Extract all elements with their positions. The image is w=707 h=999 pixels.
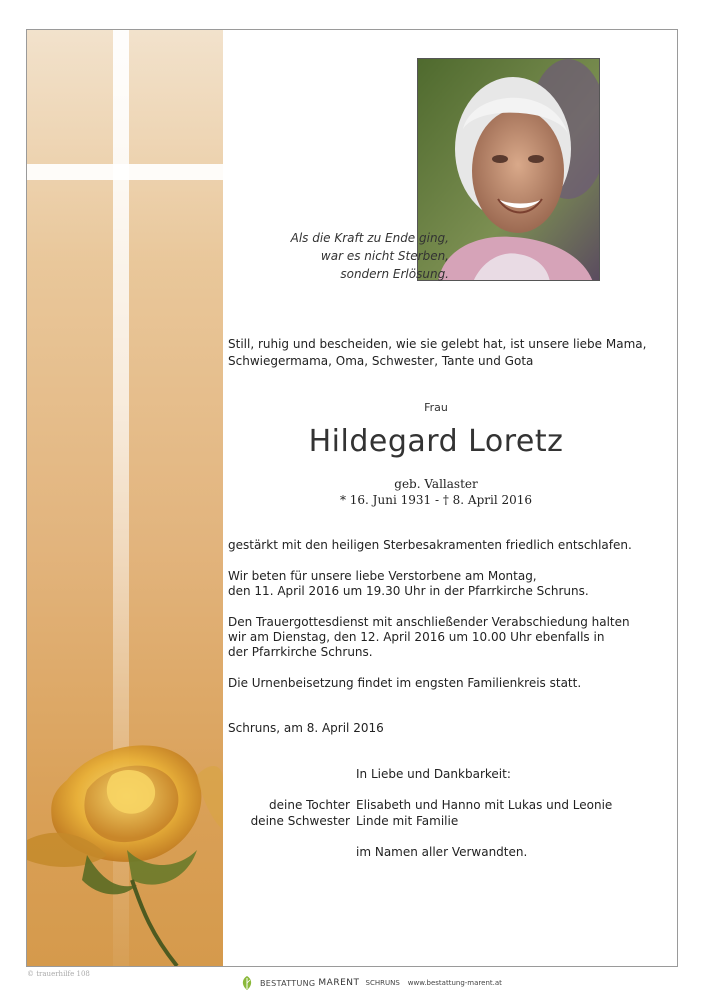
signature-closing: im Namen aller Verwandten. xyxy=(356,845,528,859)
relative-label-daughter: deine Tochter xyxy=(269,798,350,812)
life-dates: * 16. Juni 1931 - † 8. April 2016 xyxy=(339,493,533,507)
memorial-quote xyxy=(249,229,449,283)
relative-label-sister: deine Schwester xyxy=(250,814,350,828)
honorific: Frau xyxy=(424,401,448,414)
quote-line-3: sondern Erlösung. xyxy=(340,267,449,281)
copyright-note: © trauerhilfe 108 xyxy=(27,970,90,978)
intro-text xyxy=(228,336,647,370)
place-and-date xyxy=(228,721,648,736)
quote-line-2: war es nicht Sterben, xyxy=(320,249,449,263)
paragraph-urn-burial xyxy=(228,676,648,691)
paragraph-prayer xyxy=(228,569,648,599)
signature-intro: In Liebe und Dankbarkeit: xyxy=(356,767,511,781)
rose-illustration xyxy=(27,720,223,966)
decorative-side-panel xyxy=(27,30,223,966)
deceased-name: Hildegard Loretz xyxy=(308,424,564,459)
place-date-line: Schruns, am 8. April 2016 xyxy=(228,721,384,735)
footer-brand xyxy=(240,975,502,991)
quote-line-1: Als die Kraft zu Ende ging, xyxy=(290,231,449,245)
paragraph-4-line-1: Die Urnenbeisetzung findet im engsten Familienkreis statt. xyxy=(228,676,582,690)
intro-line-2: Schwiegermama, Oma, Schwester, Tante und Gota xyxy=(228,354,534,368)
paragraph-3-line-3: der Pfarrkirche Schruns. xyxy=(228,645,373,659)
paragraph-3-line-2: wir am Dienstag, den 12. April 2016 um 10.00 Uhr ebenfalls in xyxy=(228,630,605,644)
paragraph-2-line-2: den 11. April 2016 um 19.30 Uhr in der Pfarrkirche Schruns. xyxy=(228,584,589,598)
paragraph-1-line-1: gestärkt mit den heiligen Sterbesakramenten friedlich entschlafen. xyxy=(228,538,632,552)
footer-brand-name: MARENT xyxy=(318,978,360,988)
paragraph-2-line-1: Wir beten für unsere liebe Verstorbene am Montag, xyxy=(228,569,537,583)
paragraph-sacraments xyxy=(228,538,648,553)
footer-brand-prefix: BESTATTUNG xyxy=(260,978,316,988)
cross-horizontal-beam xyxy=(27,164,223,180)
paragraph-3-line-1: Den Trauergottesdienst mit anschließender Verabschiedung halten xyxy=(228,615,630,629)
footer-brand-place: SCHRUNS xyxy=(365,979,400,987)
intro-line-1: Still, ruhig und bescheiden, wie sie gelebt hat, ist unsere liebe Mama, xyxy=(228,337,647,351)
footer-website-link[interactable]: www.bestattung-marent.at xyxy=(407,979,502,987)
leaf-logo-icon xyxy=(240,975,254,991)
relative-names-sister: Linde mit Familie xyxy=(356,814,459,828)
maiden-name: geb. Vallaster xyxy=(394,477,478,491)
relative-names-daughter: Elisabeth und Hanno mit Lukas und Leonie xyxy=(356,798,613,812)
paragraph-funeral-service xyxy=(228,615,648,660)
